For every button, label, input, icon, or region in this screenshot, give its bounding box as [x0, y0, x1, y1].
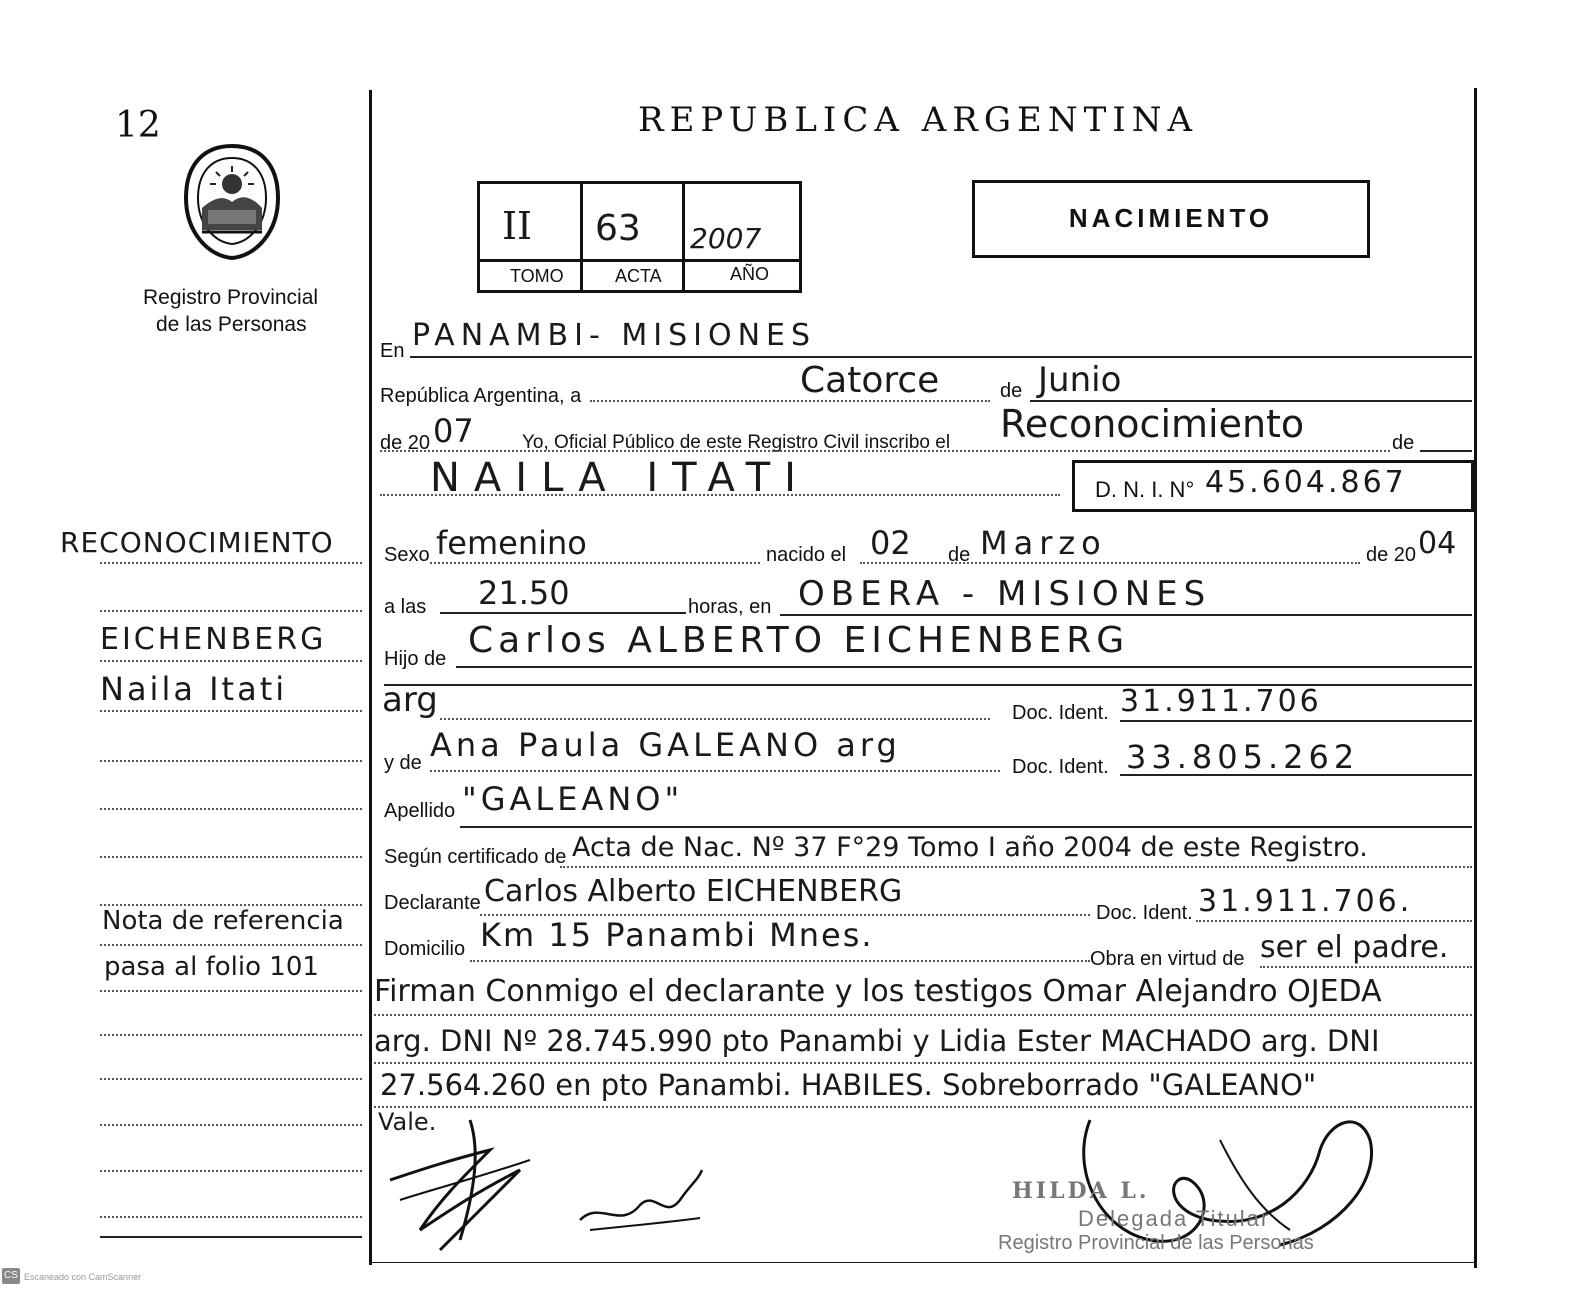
scanner-badge-text: CS [4, 1270, 18, 1281]
testigos-dots1 [374, 1014, 1472, 1016]
hora-value: 21.50 [478, 574, 570, 612]
nacido-anio: 04 [1418, 526, 1457, 561]
inscripcion-value: Reconocimiento [1000, 402, 1305, 446]
margin-dots-4 [100, 710, 362, 712]
scanner-badge [2, 1268, 20, 1284]
sexo-dots [430, 562, 760, 564]
en-label: En [380, 340, 405, 362]
margin-dots-12 [100, 1078, 362, 1080]
apellido-underline [460, 826, 1472, 828]
de-label-2: de [1392, 432, 1415, 454]
declarante-value: Carlos Alberto EICHENBERG [484, 874, 903, 909]
declarante-label: Declarante [384, 892, 481, 914]
misiones-seal [180, 140, 284, 264]
left-border-line [369, 90, 372, 1265]
mes-value: Junio [1038, 360, 1122, 400]
padre-underline [456, 666, 1472, 668]
y-de-label: y de [384, 752, 422, 774]
lugar-underline [780, 614, 1472, 616]
anio-prefix: de 20 [380, 432, 431, 454]
de-label: de [1000, 380, 1023, 402]
margin-dots-14 [100, 1170, 362, 1172]
margin-dots-9 [100, 944, 362, 946]
madre-doc-label: Doc. Ident. [1012, 756, 1109, 778]
declarante-doc-label: Doc. Ident. [1096, 902, 1193, 924]
obra-dots [1260, 966, 1472, 968]
nombre-value: NAILA ITATI [430, 455, 810, 501]
padre-doc: 31.911.706 [1120, 684, 1322, 719]
dia-dots [590, 400, 990, 402]
tomo-value: II [502, 204, 533, 248]
margin-note-nota2: pasa al folio 101 [104, 952, 319, 982]
seal-label-line1: Registro Provincial [143, 286, 319, 309]
testigos-line1: Firman Conmigo el declarante y los testigos Omar Alejandro OJEDA [374, 974, 1382, 1009]
page-title: REPUBLICA ARGENTINA [638, 100, 1199, 140]
horas-en-label: horas, en [688, 596, 772, 618]
dni-box [1072, 460, 1474, 512]
page-number: 12 [115, 105, 161, 146]
declarante-doc-dots [1196, 920, 1472, 922]
segun-label: Según certificado de [384, 846, 567, 868]
testigos-dots2 [374, 1062, 1472, 1064]
domicilio-value: Km 15 Panambi Mnes. [480, 916, 874, 954]
inscripcion-underline [1420, 450, 1472, 452]
stamp-registry: Registro Provincial de las Personas [998, 1232, 1314, 1254]
margin-bottom-line [100, 1236, 362, 1238]
right-border-line [1474, 88, 1477, 1268]
nombre-dots [380, 494, 1060, 496]
apellido-value: "GALEANO" [462, 780, 684, 818]
scanner-text: Escaneado con CamScanner [24, 1272, 142, 1282]
declarante-signature [380, 1110, 550, 1260]
stamp-title: Delegada Titular [1078, 1206, 1271, 1231]
margin-dots-13 [100, 1124, 362, 1126]
segun-dots [560, 866, 1472, 868]
anio-label: AÑO [730, 264, 770, 284]
witness-signature [570, 1160, 710, 1250]
margin-dots-10 [100, 990, 362, 992]
madre-doc: 33.805.262 [1126, 738, 1360, 776]
record-type: NACIMIENTO [1068, 203, 1274, 233]
padre-nac-dots [440, 718, 990, 720]
dni-value: 45.604.867 [1205, 465, 1407, 500]
anio-value-form: 07 [433, 412, 474, 450]
margin-dots-7 [100, 856, 362, 858]
vale-text: Vale. [378, 1108, 437, 1136]
padre-doc-label: Doc. Ident. [1012, 702, 1109, 724]
margin-dots-5 [100, 760, 362, 762]
nacido-mes: Marzo [980, 524, 1107, 562]
margin-dots-11 [100, 1034, 362, 1036]
record-type-box [972, 180, 1370, 258]
testigos-line2: arg. DNI Nº 28.745.990 pto Panambi y Lidia Ester MACHADO arg. DNI [374, 1024, 1380, 1058]
nacido-dia: 02 [870, 524, 911, 562]
sexo-value: femenino [436, 524, 587, 562]
declarante-doc: 31.911.706. [1198, 884, 1413, 919]
hijo-label: Hijo de [384, 648, 447, 670]
margin-note-reconocimiento: RECONOCIMIENTO [60, 526, 334, 559]
domicilio-dots [470, 960, 1090, 962]
en-underline [410, 356, 1472, 358]
segun-value: Acta de Nac. Nº 37 F°29 Tomo I año 2004 de este Registro. [572, 832, 1368, 863]
madre-doc-underline [1120, 774, 1472, 776]
padre-value: Carlos ALBERTO EICHENBERG [468, 620, 1130, 661]
apellido-label: Apellido [384, 800, 456, 822]
padre-doc-underline [1120, 720, 1472, 722]
obra-value: ser el padre. [1260, 930, 1449, 965]
stamp-name: HILDA L. [1012, 1178, 1150, 1204]
en-value: PANAMBI- MISIONES [412, 318, 817, 353]
registry-box [477, 181, 802, 293]
margin-dots-15 [100, 1216, 362, 1218]
hora-underline [440, 612, 686, 614]
margin-dots-1 [100, 562, 362, 564]
a-las-label: a las [384, 596, 427, 618]
tomo-label: TOMO [510, 266, 564, 286]
de-label-3: de [948, 544, 971, 566]
acta-label: ACTA [615, 266, 662, 286]
madre-value: Ana Paula GALEANO arg [430, 726, 901, 764]
republica-label: República Argentina, a [380, 385, 582, 407]
form-bottom-line [370, 1262, 1476, 1263]
testigos-line3: 27.564.260 en pto Panambi. HABILES. Sobreborrado "GALEANO" [380, 1068, 1317, 1102]
seal-label-line2: de las Personas [156, 313, 307, 336]
margin-note-nota1: Nota de referencia [102, 906, 344, 936]
domicilio-label: Domicilio [384, 938, 466, 960]
margin-note-naila: Naila Itati [100, 670, 288, 708]
madre-dots [430, 770, 1000, 772]
nacido-dots [860, 562, 1360, 564]
dni-label: D. N. I. N° [1095, 477, 1195, 502]
margin-dots-6 [100, 808, 362, 810]
nacido-label: nacido el [766, 544, 847, 566]
padre-nac: arg [382, 680, 438, 720]
inscripcion-dots [380, 450, 1390, 452]
obra-label: Obra en virtud de [1090, 948, 1245, 970]
sexo-label: Sexo [384, 544, 430, 566]
anio-value: 2007 [690, 222, 762, 255]
margin-note-eichenberg: EICHENBERG [100, 622, 327, 657]
dia-value: Catorce [800, 360, 940, 401]
oficial-text: Yo, Oficial Público de este Registro Civil inscribo el [522, 432, 951, 453]
margin-dots-3 [100, 660, 362, 662]
anio-prefix-2: de 20 [1366, 544, 1417, 566]
lugar-value: OBERA - MISIONES [798, 574, 1212, 614]
margin-dots-2 [100, 610, 362, 612]
acta-value: 63 [595, 208, 641, 249]
